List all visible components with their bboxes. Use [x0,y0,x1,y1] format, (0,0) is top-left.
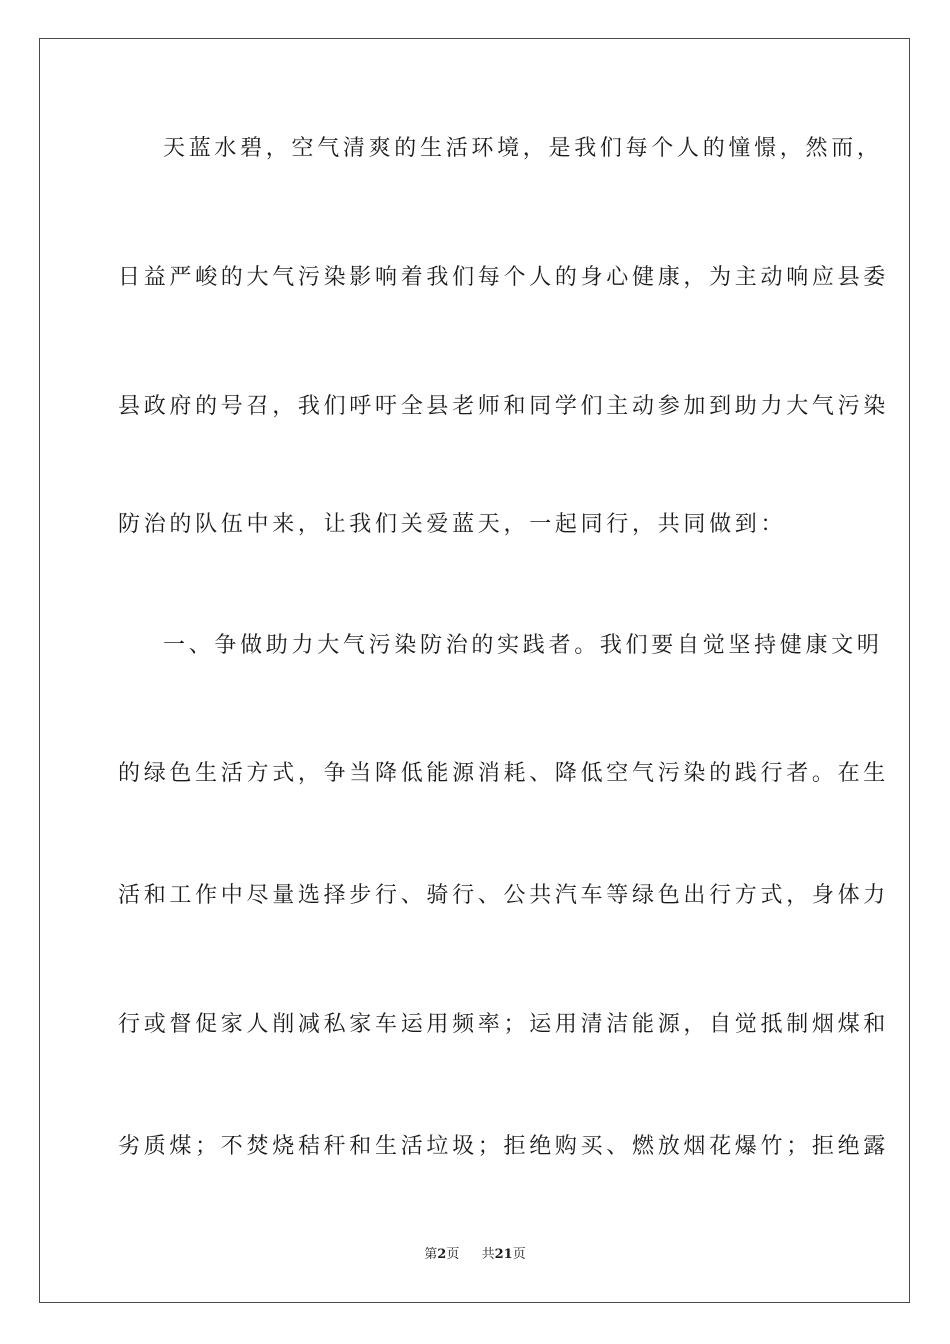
text-line: 县政府的号召，我们呼吁全县老师和同学们主动参加到助力大气污染 [118,394,890,419]
total-page-count: 21 [494,1247,513,1262]
text-line: 劣质煤；不焚烧秸秆和生活垃圾；拒绝购买、燃放烟花爆竹；拒绝露 [118,1134,890,1159]
text-line: 一、争做助力大气污染防治的实践者。我们要自觉坚持健康文明 [163,633,883,658]
total-suffix: 页 [512,1247,526,1262]
page-border [39,38,910,1303]
text-line: 行或督促家人削减私家车运用频率；运用清洁能源，自觉抵制烟煤和 [118,1012,890,1037]
page-total-label [482,1247,526,1262]
total-prefix: 共 [481,1247,495,1262]
text-line: 日益严峻的大气污染影响着我们每个人的身心健康，为主动响应县委 [118,265,890,290]
text-line: 防治的队伍中来，让我们关爱蓝天，一起同行，共同做到： [118,512,787,537]
page-suffix: 页 [446,1247,460,1262]
current-page-number: 2 [437,1247,447,1262]
text-line: 活和工作中尽量选择步行、骑行、公共汽车等绿色出行方式，身体力 [118,883,890,908]
page-footer [0,1247,950,1263]
page-prefix: 第 [424,1247,438,1262]
page-number-label [424,1247,463,1262]
text-line: 的绿色生活方式，争当降低能源消耗、降低空气污染的践行者。在生 [118,761,890,786]
text-line: 天蓝水碧，空气清爽的生活环境，是我们每个人的憧憬，然而， [163,136,883,161]
